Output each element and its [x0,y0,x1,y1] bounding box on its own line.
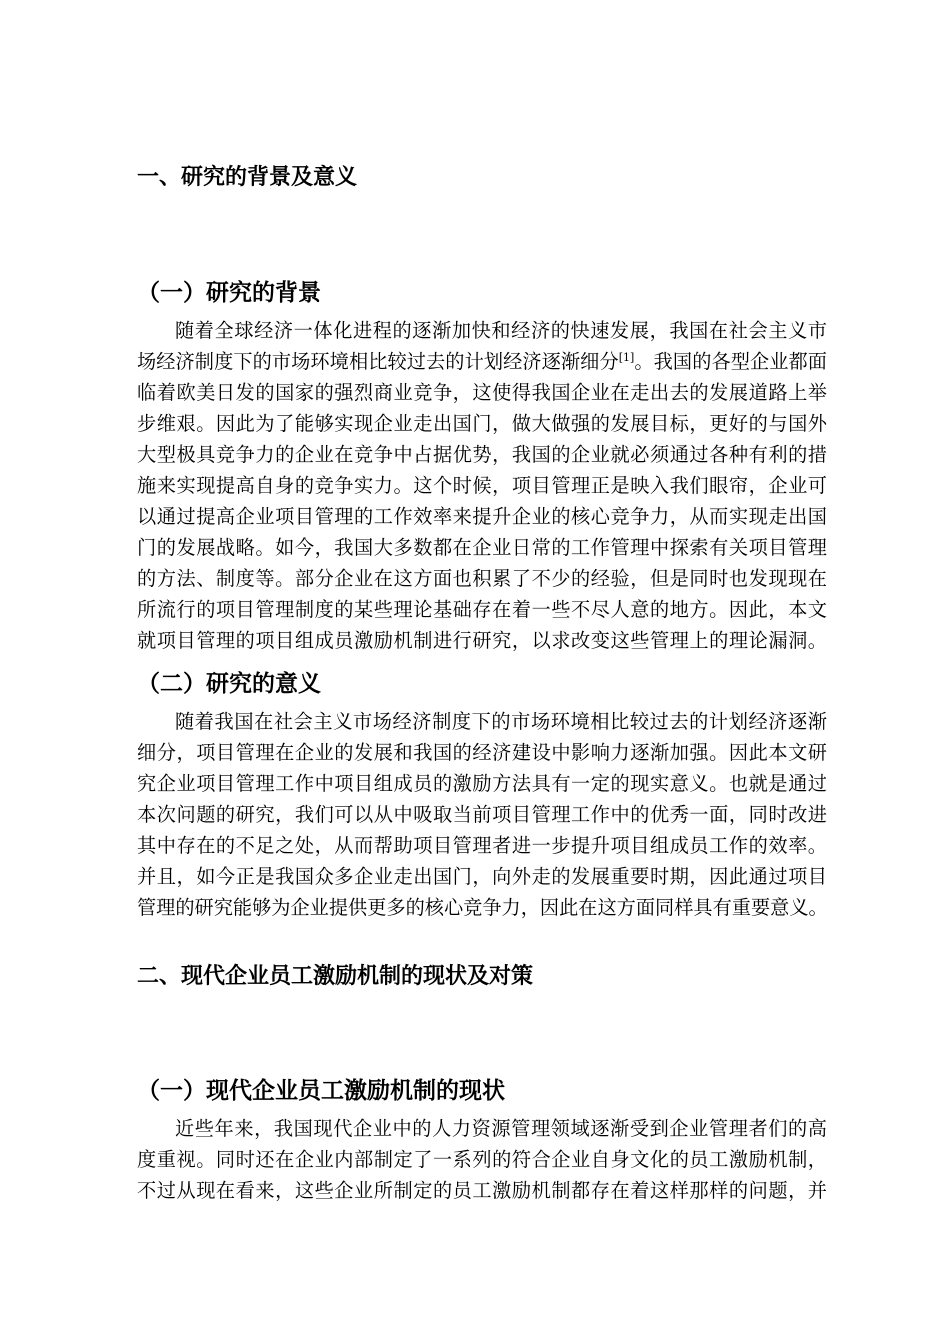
paragraph-line: 细分，项目管理在企业的发展和我国的经济建设中影响力逐渐加强。因此本文研 [137,741,827,764]
section-1-2-paragraph [137,706,827,923]
paragraph-line: 随着我国在社会主义市场经济制度下的市场环境相比较过去的计划经济逐渐 [175,710,827,733]
paragraph-line: 以通过提高企业项目管理的工作效率来提升企业的核心竞争力，从而实现走出国 [137,505,827,528]
paragraph-line: 就项目管理的项目组成员激励机制进行研究，以求改变这些管理上的理论漏洞。 [137,629,827,652]
paragraph-line: 所流行的项目管理制度的某些理论基础存在着一些不尽人意的地方。因此，本文 [137,598,827,621]
paragraph-text: 场经济制度下的市场环境相比较过去的计划经济逐渐细分 [137,350,619,373]
paragraph-line [137,346,827,377]
paragraph-line: 不过从现在看来，这些企业所制定的员工激励机制都存在着这样那样的问题，并 [137,1179,827,1202]
paragraph-line: 本次问题的研究，我们可以从中吸取当前项目管理工作中的优秀一面，同时改进 [137,803,827,826]
section-2-heading: 二、现代企业员工激励机制的现状及对策 [137,964,534,989]
paragraph-line: 步维艰。因此为了能够实现企业走出国门，做大做强的发展目标，更好的与国外 [137,412,827,435]
paragraph-line: 并且，如今正是我国众多企业走出国门，向外走的发展重要时期，因此通过项目 [137,865,827,888]
section-2-1-heading: （一）现代企业员工激励机制的现状 [137,1078,505,1104]
paragraph-line: 其中存在的不足之处，从而帮助项目管理者进一步提升项目组成员工作的效率。 [137,834,827,857]
paragraph-line: 施来实现提高自身的竞争实力。这个时候，项目管理正是映入我们眼帘，企业可 [137,474,827,497]
section-1-1-heading: （一）研究的背景 [137,280,321,306]
section-1-2-heading: （二）研究的意义 [137,671,321,697]
paragraph-line: 近些年来，我国现代企业中的人力资源管理领域逐渐受到企业管理者们的高 [175,1117,827,1140]
paragraph-line: 的方法、制度等。部分企业在这方面也积累了不少的经验，但是同时也发现现在 [137,567,827,590]
paragraph-text: 。我国的各型企业都面 [634,350,827,373]
paragraph-line: 管理的研究能够为企业提供更多的核心竞争力，因此在这方面同样具有重要意义。 [137,896,828,919]
paragraph-line: 究企业项目管理工作中项目组成员的激励方法具有一定的现实意义。也就是通过 [137,772,827,795]
citation-marker: [1] [618,351,635,364]
paragraph-line: 随着全球经济一体化进程的逐渐加快和经济的快速发展，我国在社会主义市 [175,319,827,342]
section-1-heading: 一、研究的背景及意义 [137,165,358,190]
section-2-1-paragraph [137,1113,827,1206]
section-1-1-paragraph [137,315,827,687]
paragraph-line: 大型极具竞争力的企业在竞争中占据优势，我国的企业就必须通过各种有利的措 [137,443,827,466]
paragraph-line: 临着欧美日发的国家的强烈商业竞争，这使得我国企业在走出去的发展道路上举 [137,381,827,404]
paragraph-line: 度重视。同时还在企业内部制定了一系列的符合企业自身文化的员工激励机制， [137,1148,827,1171]
paragraph-line: 门的发展战略。如今，我国大多数都在企业日常的工作管理中探索有关项目管理 [137,536,827,559]
